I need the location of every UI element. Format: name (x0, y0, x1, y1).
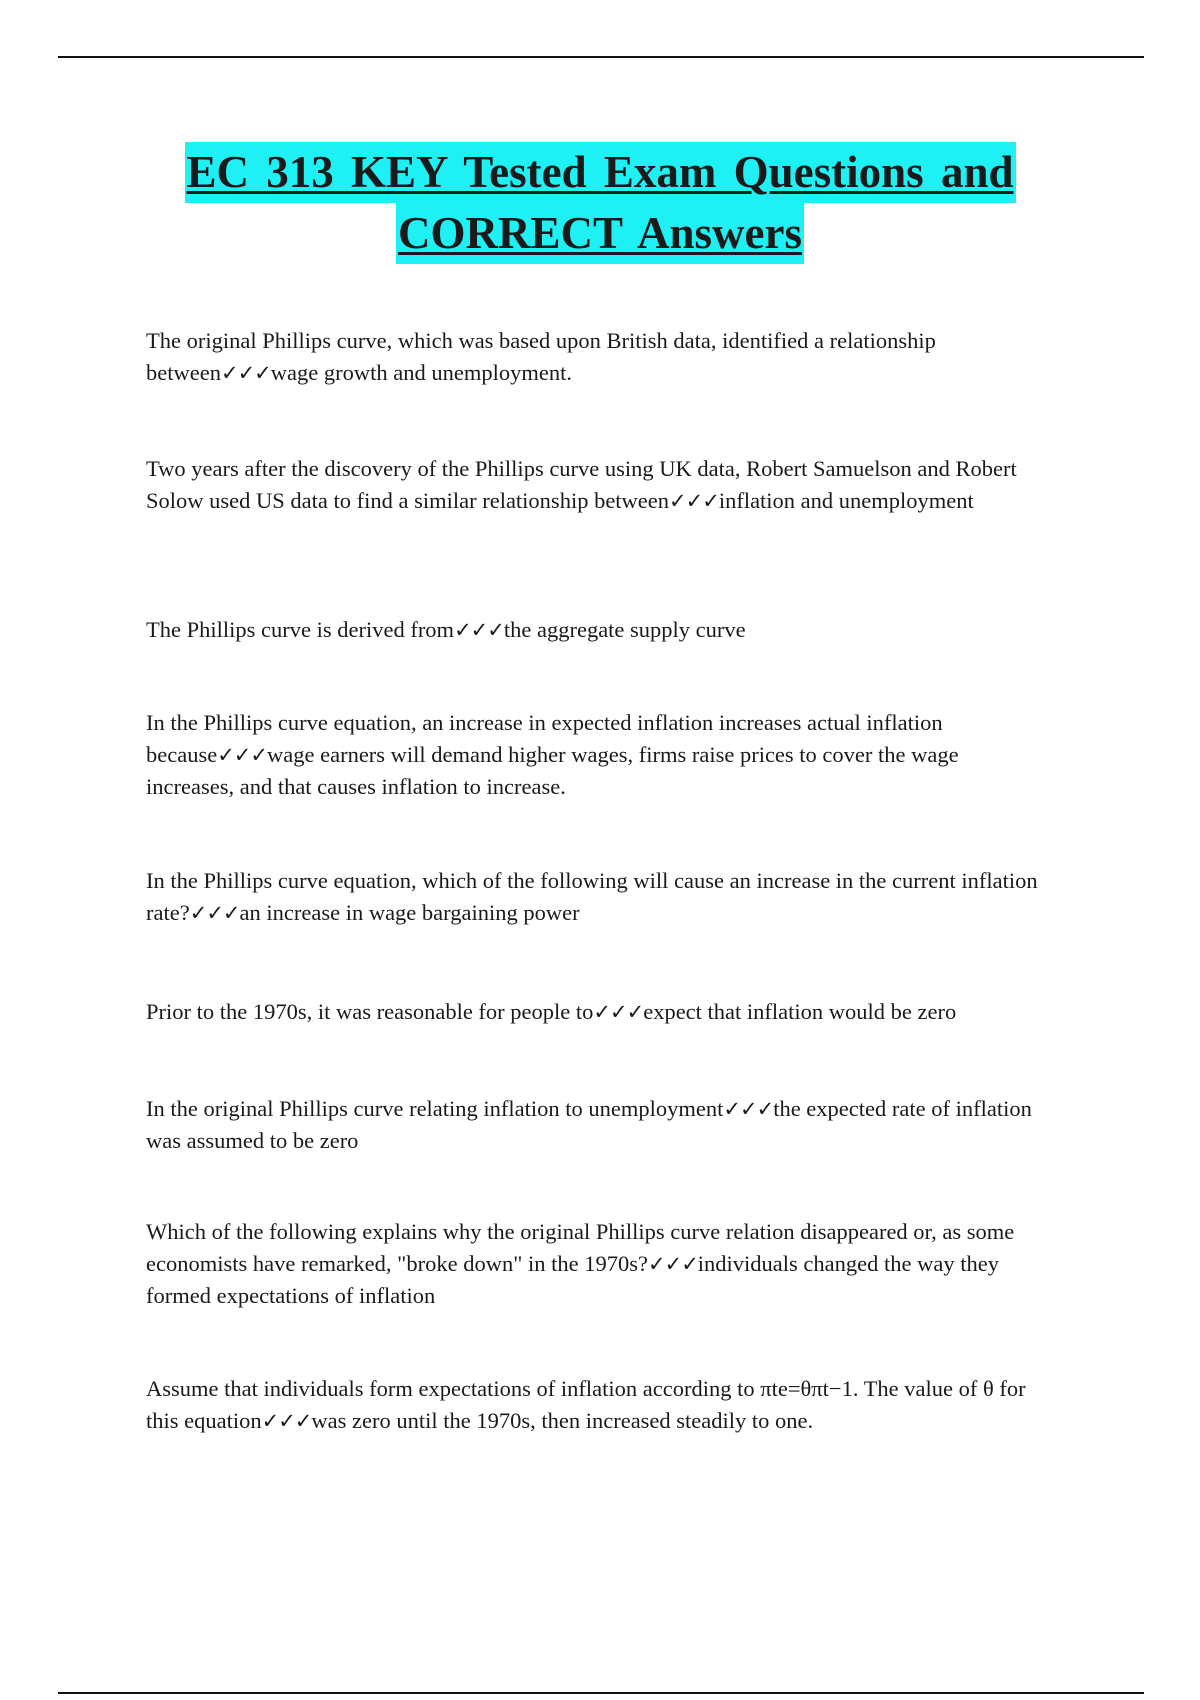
answer-text: was zero until the 1970s, then increased steadily to one. (311, 1408, 814, 1433)
qa-item-5 (146, 865, 1046, 929)
question-text: In the Phillips curve equation, an increase in expected inflation increases actual inflation because (146, 710, 943, 767)
question-text: The original Phillips curve, which was based upon British data, identified a relationship between (146, 328, 936, 385)
answer-text: wage earners will demand higher wages, firms raise prices to cover the wage increases, and that causes inflation to increase. (146, 742, 959, 799)
question-text: The Phillips curve is derived from (146, 617, 455, 642)
title-line-2: CORRECT Answers (396, 203, 804, 264)
question-text: Assume that individuals form expectations of inflation according to πte=θπt−1. The value of θ for this equation (146, 1376, 1026, 1433)
footer-rule (58, 1692, 1144, 1694)
qa-item-6 (146, 996, 1046, 1028)
checkmark-icon: ✓✓✓ (189, 901, 240, 925)
checkmark-icon: ✓✓✓ (669, 489, 719, 513)
document-title (100, 142, 1100, 264)
qa-item-3 (146, 614, 1046, 646)
checkmark-icon: ✓✓✓ (454, 618, 504, 642)
qa-item-9 (146, 1373, 1046, 1437)
answer-text: the expected rate of inflation was assumed to be zero (146, 1096, 1032, 1153)
answer-text: an increase in wage bargaining power (239, 900, 580, 925)
answer-text: individuals changed the way they formed expectations of inflation (146, 1251, 999, 1308)
qa-item-4 (146, 707, 1046, 803)
question-text: Which of the following explains why the original Phillips curve relation disappeared or, as some economists have remarked, "broke down" in the 1970s? (146, 1219, 1015, 1276)
checkmark-icon: ✓✓✓ (593, 1000, 644, 1024)
title-line-1: EC 313 KEY Tested Exam Questions and (185, 142, 1016, 203)
checkmark-icon: ✓✓✓ (648, 1252, 698, 1276)
question-text: Two years after the discovery of the Phillips curve using UK data, Robert Samuelson and Robert Solow used US data to find a similar relationship between (146, 456, 1017, 513)
answer-text: expect that inflation would be zero (643, 999, 957, 1024)
question-text: Prior to the 1970s, it was reasonable for people to (146, 999, 594, 1024)
answer-text: the aggregate supply curve (503, 617, 746, 642)
checkmark-icon: ✓✓✓ (261, 1409, 312, 1433)
answer-text: inflation and unemployment (718, 488, 974, 513)
checkmark-icon: ✓✓✓ (217, 743, 267, 767)
qa-item-8 (146, 1216, 1046, 1312)
header-rule (58, 56, 1144, 58)
qa-item-7 (146, 1093, 1046, 1157)
question-text: In the original Phillips curve relating inflation to unemployment (146, 1096, 724, 1121)
qa-item-1 (146, 325, 1046, 389)
answer-text: wage growth and unemployment. (270, 360, 572, 385)
checkmark-icon: ✓✓✓ (220, 361, 271, 385)
qa-item-2 (146, 453, 1046, 517)
question-text: In the Phillips curve equation, which of the following will cause an increase in the current inflation rate? (146, 868, 1038, 925)
checkmark-icon: ✓✓✓ (723, 1097, 774, 1121)
